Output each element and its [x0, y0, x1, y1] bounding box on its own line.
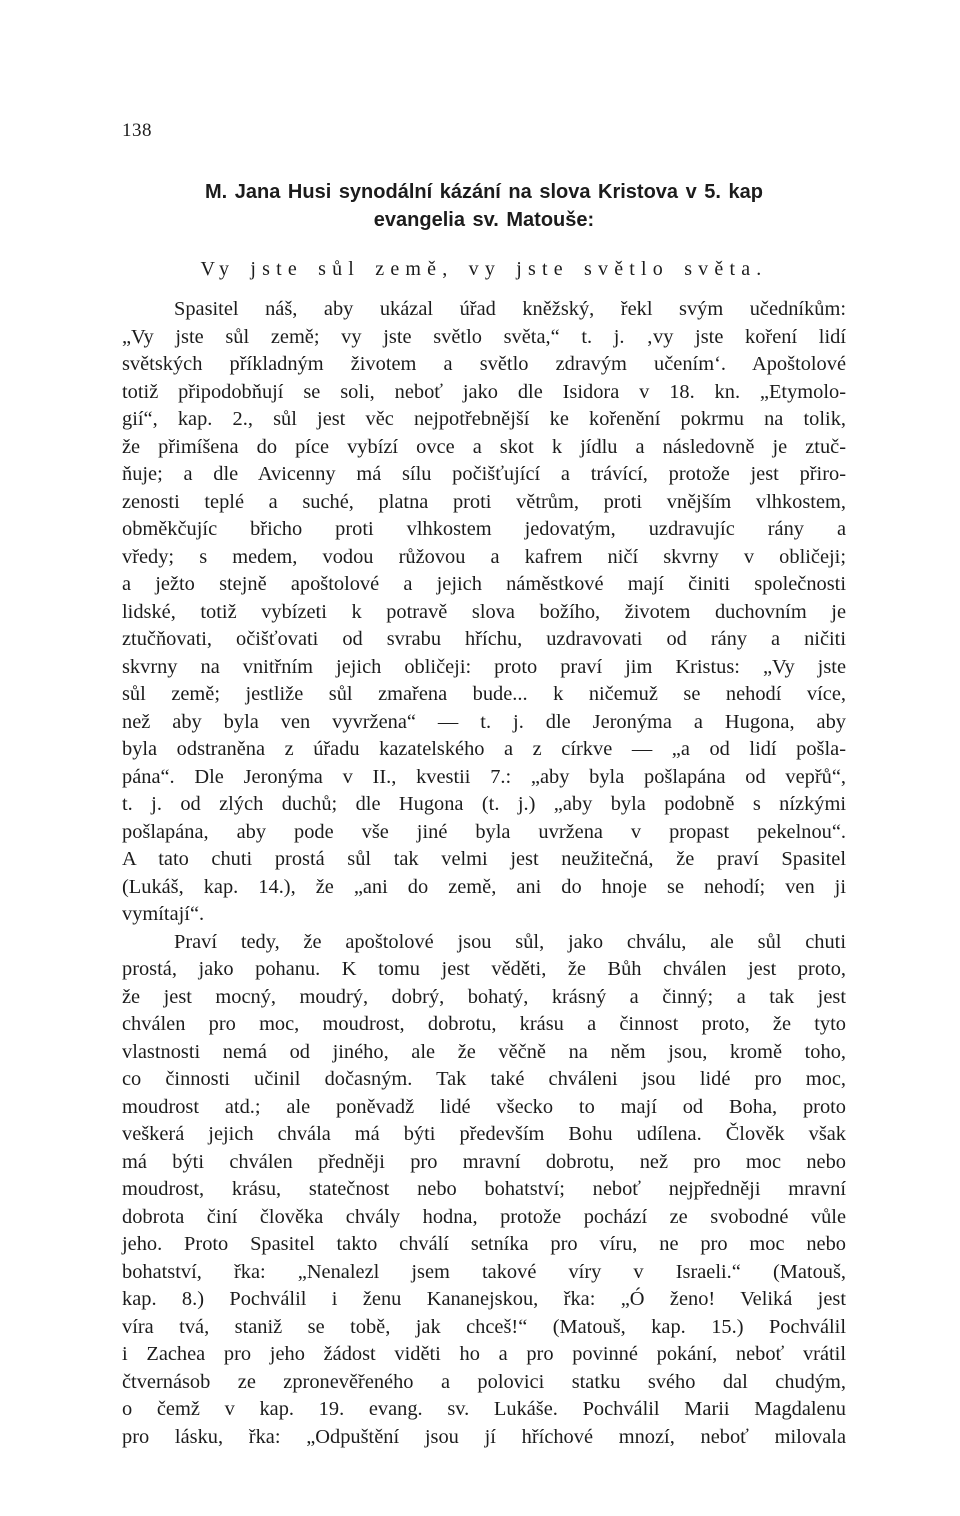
text-line: skvrny na vnitřním jejich obličeji: proto praví jim Kristus: „Vy jste — [122, 655, 846, 678]
text-line: i Zachea pro jeho žádost viděti ho a pro povinné pokání, neboť vrátil — [122, 1343, 846, 1365]
body-text — [122, 296, 846, 1451]
text-line: vymítají“. — [122, 903, 205, 925]
text-line: že jest mocný, moudrý, dobrý, bohatý, krásný a činný; a tak jest — [122, 985, 846, 1008]
chapter-title — [122, 178, 846, 234]
text-line: gií“, kap. 2., sůl jest věc nejpotřebnější ke kořenění pokrmu na tolik, — [122, 408, 846, 430]
text-line: zenosti teplé a suché, platna proti větrům, proti vnějším vlhkostem, — [122, 490, 846, 513]
text-line: moudrost, krásu, statečnost nebo bohatství; neboť nejpředněji mravní — [122, 1178, 846, 1200]
text-line: než aby byla ven vyvržena“ — t. j. dle Jeronýma a Hugona, aby — [122, 710, 846, 733]
text-line: pošlapána, aby pode vše jiné byla uvržena v propast pekelnou“. — [122, 820, 846, 843]
chapter-title-line-2: evangelia sv. Matouše: — [373, 209, 595, 231]
text-line: chválen pro moc, moudrost, dobrotu, krásu a činnost proto, že tyto — [122, 1013, 846, 1035]
text-line: čtvernásob ze zpronevěřeného a polovici statku svého dal chudým, — [122, 1370, 846, 1393]
text-line: Praví tedy, že apoštolové jsou sůl, jako chválu, ale sůl chuti — [174, 930, 846, 953]
text-line: totiž připodobňují se soli, neboť jako dle Isidora v 18. kn. „Etymolo- — [122, 380, 846, 403]
text-line: dobrota činí člověka chvály hodna, protože pochází ze svobodné vůle — [122, 1205, 846, 1228]
text-line: ztučňovati, očišťovati od svrabu hříchu, uzdravovati od rány a ničiti — [122, 628, 846, 650]
text-line: vředy; s medem, vodou růžovou a kafrem ničí skvrny v obličeji; — [122, 545, 846, 568]
text-line: ňuje; a dle Avicenny má sílu počišťující a trávící, protože jest přiro- — [122, 463, 846, 485]
text-line: byla odstraněna z úřadu kazatelského a z církve — „a od lidí pošla- — [122, 738, 846, 760]
text-line: co činnosti učinil dočasným. Tak také chváleni jsou lidé pro moc, — [122, 1068, 846, 1090]
text-line: pána“. Dle Jeronýma v II., kvestii 7.: „aby byla pošlapána od vepřů“, — [122, 765, 846, 788]
text-line: jeho. Proto Spasitel takto chválí setníka pro víru, ne pro moc nebo — [122, 1233, 846, 1255]
text-line: veškerá jejich chvála má býti především Bohu udílena. Člověk však — [122, 1123, 846, 1145]
text-line: víra tvá, staniž se tobě, jak chceš!“ (Matouš, kap. 15.) Pochválil — [122, 1315, 846, 1338]
page-number: 138 — [122, 120, 152, 141]
text-line: t. j. od zlých duchů; dle Hugona (t. j.) „aby byla podobně s nízkými — [122, 793, 846, 815]
chapter-title-line-1: M. Jana Husi synodální kázání na slova Kristova v 5. kap — [205, 181, 763, 203]
text-line: světských příkladným životem a světlo zdravým učením‘. Apoštolové — [122, 353, 846, 375]
text-line: moudrost atd.; ale poněvadž lidé všecko to mají od Boha, proto — [122, 1095, 846, 1118]
text-line: Spasitel náš, aby ukázal úřad kněžský, řekl svým učedníkům: — [174, 298, 846, 320]
text-line: lidské, totiž vybízeti k potravě slova božího, životem duchovním je — [122, 600, 846, 623]
text-line: (Lukáš, kap. 14.), že „ani do země, ani do hnoje se nehodí; ven ji — [122, 875, 846, 898]
text-line: vlastnosti nemá od jiného, ale že věčně na něm jsou, kromě toho, — [122, 1040, 846, 1063]
motto: Vy jste sůl země, vy jste světlo světa. — [200, 258, 768, 280]
text-line: že přimíšena do píce vybízí ovce a skot k jídlu a následovně je ztuč- — [122, 435, 846, 458]
text-line: sůl země; jestliže sůl zmařena bude... k ničemuž se nehodí více, — [122, 683, 846, 705]
text-line: prostá, jako pohanu. K tomu jest věděti, že Bůh chválen jest proto, — [122, 958, 846, 980]
text-line: má býti chválen předněji pro mravní dobrotu, než pro moc nebo — [122, 1150, 846, 1173]
text-line: a ježto stejně apoštolové a jejich náměstkové mají činiti společnosti — [122, 573, 846, 595]
text-line: kap. 8.) Pochválil i ženu Kananejskou, řka: „Ó ženo! Veliká jest — [122, 1288, 846, 1310]
text-line: o čemž v kap. 19. evang. sv. Lukáše. Pochválil Marii Magdalenu — [122, 1398, 846, 1420]
text-line: obměkčujíc břicho proti vlhkostem jedovatým, uzdravujíc rány a — [122, 518, 846, 540]
text-line: A tato chuti prostá sůl tak velmi jest neužitečná, že praví Spasitel — [122, 848, 846, 870]
text-line: pro lásku, řka: „Odpuštění jsou jí hříchové mnozí, neboť milovala — [122, 1425, 846, 1448]
text-line: „Vy jste sůl země; vy jste světlo světa,“ t. j. ‚vy jste koření lidí — [122, 325, 846, 348]
text-line: bohatství, řka: „Nenalezl jsem takové víry v Israeli.“ (Matouš, — [122, 1260, 846, 1283]
